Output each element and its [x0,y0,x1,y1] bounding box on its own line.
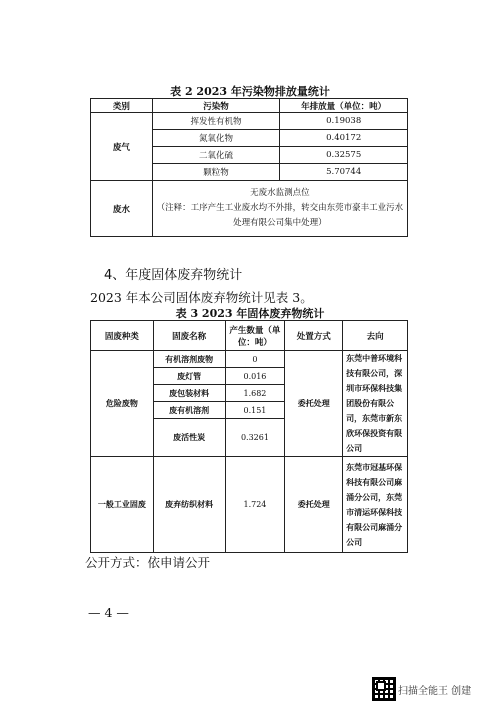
page-number: — 4 — [88,605,129,620]
waste-name: 废弃纺织材料 [153,457,225,553]
table3-header-destination: 去向 [343,321,408,351]
pollutant-name: 颗粒物 [152,164,280,181]
waste-amount: 1.682 [225,385,285,402]
waste-amount: 1.724 [225,457,285,553]
pollutant-amount: 5.70744 [280,164,408,181]
qr-code-icon [372,677,396,701]
waste-name: 废包装材料 [153,385,225,402]
waste-name: 废有机溶剂 [153,402,225,419]
general-destination-cell: 东莞市冠基环保科技有限公司麻涌分公司，东莞市清运环保科技有限公司麻涌分公司 [343,457,408,553]
pollutant-name: 氮氧化物 [152,130,280,147]
pollutant-amount: 0.40172 [280,130,408,147]
water-category-cell: 废水 [91,181,153,237]
table2-header-pollutant: 污染物 [152,99,280,113]
general-method-cell: 委托处理 [285,457,343,553]
table3-header-method: 处置方式 [285,321,343,351]
waste-name: 有机溶剂废物 [153,351,225,368]
table3-header-category: 固废种类 [91,321,154,351]
gas-category-cell: 废气 [91,113,153,181]
waste-amount: 0.151 [225,402,285,419]
hazardous-method-cell: 委托处理 [285,351,343,457]
pollutant-amount: 0.32575 [280,147,408,164]
disclosure-text: 公开方式：依申请公开 [85,555,211,570]
waste-name: 废灯管 [153,368,225,385]
section-intro-text: 2023 年本公司固体废弃物统计见表 3。 [90,290,313,305]
solid-waste-table [90,320,408,553]
table3-header-name: 固废名称 [153,321,225,351]
water-note-line2: （注释：工序产生工业废水均不外排，转交由东莞市豪丰工业污水处理有限公司集中处理） [156,203,404,228]
scanner-watermark: 扫描全能王 创建 [398,686,472,697]
waste-amount: 0 [225,351,285,368]
table3-caption: 表 3 2023 年固体废弃物统计 [175,307,325,320]
water-note-line1: 无废水监测点位 [250,188,310,198]
table3-header-amount: 产生数量（单位：吨） [225,321,285,351]
table2-caption: 表 2 2023 年污染物排放量统计 [170,85,330,98]
water-note-cell [152,181,407,237]
table2-header-category: 类别 [91,99,153,113]
hazardous-category-cell: 危险废物 [91,351,154,457]
pollutant-name: 二氧化硫 [152,147,280,164]
general-category-cell: 一般工业固废 [91,457,154,553]
pollutant-name: 挥发性有机物 [152,113,280,130]
waste-amount: 0.3261 [225,419,285,457]
section-heading: 4、年度固体废弃物统计 [104,268,243,283]
waste-amount: 0.016 [225,368,285,385]
pollutant-amount: 0.19038 [280,113,408,130]
waste-name: 废活性炭 [153,419,225,457]
pollutant-emission-table [90,98,408,237]
hazardous-destination-cell: 东莞中普环境科技有限公司，深圳市环保科技集团股份有限公司，东莞市新东欣环保投资有限公司 [343,351,408,457]
table2-header-amount: 年排放量（单位：吨） [280,99,408,113]
